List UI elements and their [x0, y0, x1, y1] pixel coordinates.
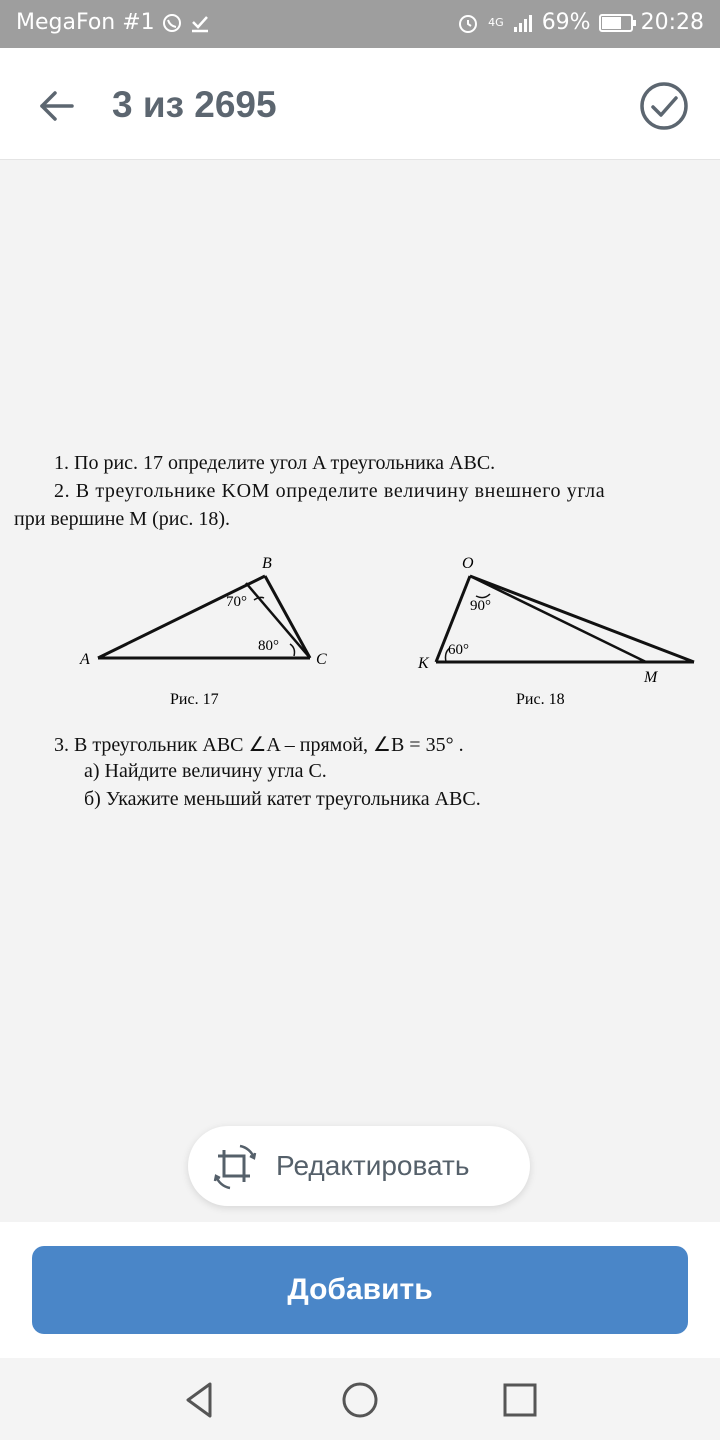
- clock: 20:28: [640, 10, 704, 35]
- fig18-label-o: O: [462, 555, 474, 572]
- arrow-left-icon: [36, 86, 76, 126]
- figure-18: [412, 548, 712, 708]
- battery-level: [602, 17, 621, 29]
- back-button[interactable]: [28, 78, 84, 134]
- task-1-text: 1. По рис. 17 определите угол A треугольника ABC.: [54, 452, 496, 474]
- alarm-icon: [456, 11, 480, 35]
- app-bar: [0, 48, 720, 160]
- task-3-text: 3. В треугольник ABC ∠A – прямой, ∠B = 35° .: [54, 734, 464, 756]
- task-2-text: 2. В треугольнике KOM определите величину внешнего угла: [54, 480, 606, 502]
- crop-rotate-icon: [210, 1142, 260, 1192]
- download-done-icon: [189, 12, 211, 34]
- status-bar: [0, 0, 720, 48]
- task-2-text-cont: при вершине M (рис. 18).: [14, 508, 230, 530]
- fig17-angle-70: 70°: [226, 594, 247, 610]
- status-bar-right: [456, 10, 704, 35]
- bottom-action-area: [0, 1222, 720, 1358]
- fig18-angle-90: 90°: [470, 598, 491, 614]
- fig17-caption: Рис. 17: [170, 691, 219, 708]
- add-button[interactable]: Добавить: [32, 1246, 688, 1334]
- scanned-document: [0, 450, 720, 820]
- fig17-label-c: C: [316, 651, 327, 668]
- task-3b-text: б) Укажите меньший катет треугольника ABC.: [84, 788, 481, 810]
- triangle-back-icon[interactable]: [178, 1378, 222, 1422]
- battery-icon: [599, 14, 633, 32]
- network-type: 4G: [488, 16, 504, 29]
- fig18-angle-60: 60°: [448, 642, 469, 658]
- fig17-angle-80: 80°: [258, 638, 279, 654]
- signal-icon: [512, 12, 534, 34]
- battery-percent: 69%: [541, 10, 591, 35]
- viber-icon: [161, 12, 183, 34]
- fig18-label-m: M: [644, 669, 658, 686]
- fig17-label-b: B: [262, 555, 272, 572]
- page-title: 3 из 2695: [112, 84, 277, 125]
- confirm-button[interactable]: [636, 78, 692, 134]
- fig18-label-k: K: [418, 655, 429, 672]
- check-circle-icon: [636, 78, 692, 134]
- square-recents-icon[interactable]: [498, 1378, 542, 1422]
- fig17-label-a: A: [80, 651, 90, 668]
- fig18-caption: Рис. 18: [516, 691, 565, 708]
- status-bar-left: [16, 10, 211, 35]
- edit-button-label: Редактировать: [276, 1150, 470, 1181]
- circle-home-icon[interactable]: [338, 1378, 382, 1422]
- carrier-name: MegaFon #1: [16, 10, 155, 35]
- image-preview: [0, 160, 720, 1222]
- task-3a-text: а) Найдите величину угла C.: [84, 760, 327, 782]
- figure-17: [70, 548, 350, 708]
- edit-button[interactable]: [188, 1126, 530, 1206]
- system-nav-bar: [0, 1358, 720, 1440]
